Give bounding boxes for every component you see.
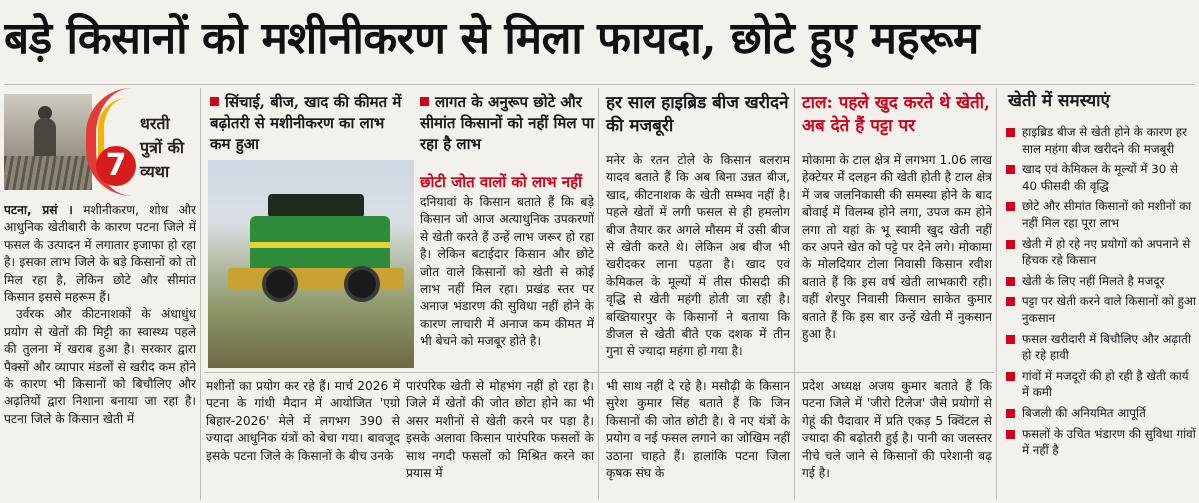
problems-list — [1000, 124, 1196, 459]
problems-sidebar — [1000, 88, 1196, 500]
section-heading: टाल: पहले खुद करते थे खेती, अब देते हैं पट्टा पर — [802, 93, 990, 136]
article-column-4: मनेर के रतन टोले के किसान बलराम यादव बताते हैं कि अब बिना उन्नत बीज, खाद, कीटनाशक के खेती सम्भव नहीं है। पहले खेतों में लगी फसल से ही हमलोग बीज तैयार कर अगले मौसम में उसी बीज से खेती करते थे। लेकिन अब बीज भी खरीदकर लाना पड़ता है। खाद एवं केमिकल के मूल्यों में तीस फीसदी की वृद्धि से खेती महंगी होती जा रही है। बख्तियारपुर के किसानों ने बताया कि डीजल से खेती बीते एक दशक में तीन गुना से ज्यादा महंगा हो गया है। — [606, 153, 790, 359]
red-square-icon — [1006, 240, 1015, 249]
list-item: फसलों के उचित भंडारण की सुविधा गांवों में नहीं है — [1000, 426, 1196, 459]
article-column-5b: प्रदेश अध्यक्ष अजय कुमार बताते हैं कि पटना जिले में 'जीरो टिलेज' जैसे प्रयोगों से गेहूं की पैदावार में प्रति एकड़ 5 क्विंटल से ज्यादा की बढ़ोतरी हुई है। पानी का जलस्तर नीचे चले जाने से किसानों की परेशानी बढ़ गई है। — [802, 379, 992, 481]
article-column-3b: पारंपरिक खेती से मोहभंग नहीं हो रहा है। जिले में खेतों की जोत छोटा होने का भी असर मशीनों से खेती करने पर पड़ा है। इसके अलावा किसान पारंपरिक फसलों के साथ नगदी फसलों को मिश्रित करने का प्रयास में — [406, 379, 594, 481]
red-square-icon — [1006, 277, 1015, 286]
list-item: गांवों में मजदूरों की हो रही है खेती कार्य में कमी — [1000, 368, 1196, 401]
red-square-icon — [1006, 202, 1015, 211]
red-square-icon — [420, 97, 429, 106]
article-column-5: मोकामा के टाल क्षेत्र में लगभग 1.06 लाख हेक्टेयर में दलहन की खेती होती है टाल क्षेत्र में जब जलनिकासी की समस्या होने के बाद बोवाई में विलम्ब होने लगा, उपज कम होने लगा तो यहां के भू स्वामी खुद खेती नहीं कर अपने खेत को पट्टे पर देने लगे। मोकामा के मोलदियार टोला निवासी किसान रवीश बताते हैं कि इस वर्ष खेती लाभकारी रही। वहीं शेरपुर निवासी किसान साकेत कुमार बताते हैं कि इस बार उन्हें खेती में नुकसान हुआ है। — [802, 153, 992, 342]
sidebar-heading: खेती में समस्याएं — [1008, 91, 1110, 111]
headline: बड़े किसानों को मशीनीकरण से मिला फायदा, छोटे हुए महरूम — [4, 13, 979, 64]
column-divider — [996, 88, 997, 500]
headline-rule — [4, 84, 1194, 85]
list-item: खाद एवं केमिकल के मूल्यों में 30 से 40 फीसदी की वृद्धि — [1000, 161, 1196, 194]
list-item: बिजली की अनियमित आपूर्ति — [1000, 405, 1196, 422]
list-item: छोटे और सीमांत किसानों को मशीनों का नहीं मिल रहा पूरा लाभ — [1000, 198, 1196, 231]
column-divider — [200, 88, 201, 500]
article-column-1 — [4, 202, 196, 500]
red-square-icon — [1006, 409, 1015, 418]
bullet-headline: सिंचाई, बीज, खाद की कीमत में बढ़ोतरी से मशीनीकरण का लाभ कम हुआ — [210, 93, 402, 153]
harvester-photo — [208, 160, 414, 368]
red-square-icon — [210, 97, 219, 106]
column-divider — [598, 88, 599, 500]
list-item: पट्टा पर खेती करने वाले किसानों को हुआ नुकसान — [1000, 293, 1196, 326]
bullet-headline: लागत के अनुरूप छोटे और सीमांत किसानों को नहीं मिल पा रहा है लाभ — [420, 93, 595, 153]
red-square-icon — [1006, 430, 1015, 439]
section-heading: हर साल हाइब्रिड बीज खरीदने की मजबूरी — [606, 93, 789, 136]
red-square-icon — [1006, 128, 1015, 137]
red-square-icon — [1006, 372, 1015, 381]
combine-harvester-image — [228, 190, 398, 310]
dateline: पटना, प्रसं । — [4, 203, 73, 217]
red-square-icon — [1006, 165, 1015, 174]
series-number: 7 — [96, 146, 136, 186]
list-item: खेती में हो रहे नए प्रयोगों को अपनाने से हिचक रहे किसान — [1000, 236, 1196, 269]
series-badge — [4, 88, 194, 196]
red-subheading: छोटी जोत वालों को लाभ नहीं — [420, 173, 582, 191]
red-square-icon — [1006, 297, 1015, 306]
column-divider — [794, 88, 795, 500]
article-paragraph: उर्वरक और कीटनाशकों के अंधाधुंध प्रयोग से खेतों की मिट्टी का स्वास्थ्य पहले की तुलना में खराब हुआ है। सरकार द्वारा पैक्सों और व्यापार मंडलों से खरीद कम होने के कारण भी किसानों को बिचौलिए और अढ़तियों द्वारा निशाना बनाया जा रहा है। पटना जिले के किसान खेती में — [4, 307, 196, 426]
list-item: फसल खरीदारी में बिचौलिए और अढ़ाती हो रहे हावी — [1000, 331, 1196, 364]
article-paragraph: मशीनीकरण, शोध और आधुनिक खेतीबारी के कारण पटना जिले में फसल के उत्पादन में लगातार इजाफा हो रहा है। इसका लाभ जिले के बड़े किसानों को तो मिल रहा है, लेकिन छोटे और सीमांत किसान इससे महरूम हैं। — [4, 203, 196, 305]
red-square-icon — [1006, 335, 1015, 344]
section-rule — [204, 372, 994, 373]
series-title: धरती पुत्रों की व्यथा — [140, 114, 185, 181]
article-column-2a: दनियावां के किसान बताते हैं कि बड़े किसान जो आज अत्याधुनिक उपकरणों से खेती करते हैं उन्हें लाभ जरूर हो रहा है। लेकिन बटाईदार किसान और छोटे जोत वाले किसानों को खेती से कोई लाभ नहीं मिल रहा। प्रखंड स्तर पर अनाज भंडारण की सुविधा नहीं होने के कारण लाचारी में अनाज कम कीमत में भी बेचने को मजबूर होते है। — [420, 195, 594, 349]
farmer-photo — [4, 94, 92, 190]
list-item: खेती के लिए नहीं मिलते है मजदूर — [1000, 273, 1196, 290]
article-column-2b: मशीनों का प्रयोग कर रहे हैं। मार्च 2026 में पटना के गांधी मैदान में आयोजित 'एग्रो बिहार-2026' मेले में लगभग 390 से ज्यादा आधुनिक यंत्रों को बेचा गया। बावजूद इसके पटना जिले के किसानों के बीच उनके — [206, 379, 400, 463]
list-item: हाइब्रिड बीज से खेती होने के कारण हर साल महंगा बीज खरीदने की मजबूरी — [1000, 124, 1196, 157]
article-column-4b: भी साथ नहीं दे रहे है। मसौढ़ी के किसान सुरेश कुमार सिंह बताते हैं कि जिन किसानों की जोत छोटी है। वे नए यंत्रों के प्रयोग व नई फसल लगाने का जोखिम नहीं उठाना चाहते हैं। हालांकि पटना जिला कृषक संघ के — [606, 379, 790, 481]
